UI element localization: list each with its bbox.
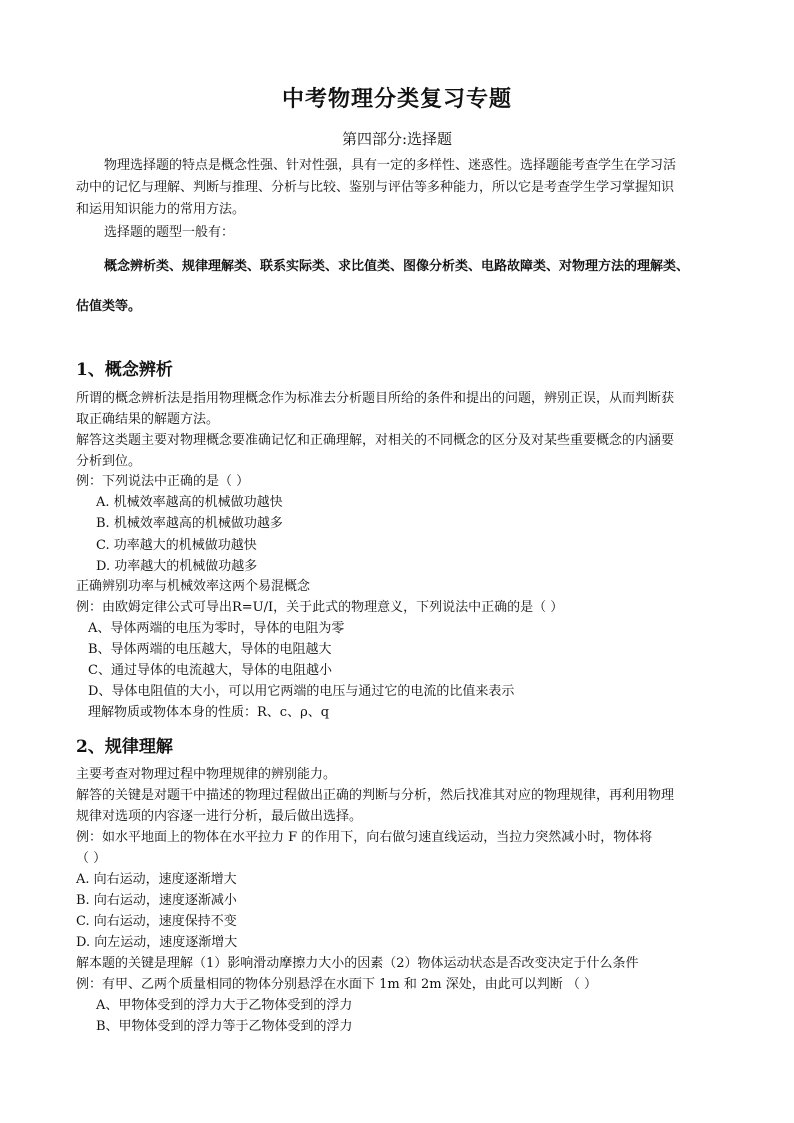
types-line-1: 概念辨析类、规律理解类、联系实际类、求比值类、图像分析类、电路故障类、对物理方法的理解类、 (104, 259, 690, 274)
section-1-desc-4: 分析到位。 (76, 454, 142, 469)
section-1-example-2-option-c: C、通过导体的电流越大，导体的电阻越小 (88, 663, 332, 678)
section-1-example-1-option-c: C. 功率越大的机械做功越快 (96, 538, 257, 553)
section-1-desc-3: 解答这类题主要对物理概念要准确记忆和正确理解，对相关的不同概念的区分及对某些重要概念的内涵要 (76, 433, 675, 448)
section-2-example-1-option-a: A. 向右运动，速度逐渐增大 (76, 872, 237, 887)
intro-line-2: 动中的记忆与理解、判断与推理、分析与比较、鉴别与评估等多种能力，所以它是考查学生学习掌握知识 (76, 180, 675, 195)
section-1-example-2-option-a: A、导体两端的电压为零时，导体的电阻为零 (88, 621, 345, 636)
section-1-example-1-option-d: D. 功率越大的机械做功越多 (96, 559, 258, 574)
document-subtitle: 第四部分:选择题 (341, 130, 453, 148)
section-1-desc-1: 所谓的概念辨析法是指用物理概念作为标准去分析题目所给的条件和提出的问题，辨别正误，从而判断获 (76, 391, 675, 406)
section-2-example-1-question-1: 例：如水平地面上的物体在水平拉力 F 的作用下，向右做匀速直线运动，当拉力突然减小时，物体将 (76, 830, 653, 845)
section-1-example-2-option-d: D、导体电阻值的大小，可以用它两端的电压与通过它的电流的比值来表示 (88, 684, 515, 699)
section-2-example-2-option-b: B、甲物体受到的浮力等于乙物体受到的浮力 (96, 1019, 353, 1034)
types-intro: 选择题的题型一般有： (104, 225, 235, 240)
section-1-example-1-question: 例：下列说法中正确的是（ ） (76, 474, 250, 489)
section-2-heading: 2、规律理解 (76, 737, 173, 757)
section-2-example-2-question: 例：有甲、乙两个质量相同的物体分别悬浮在水面下 1m 和 2m 深处，由此可以判断 （ ） (76, 977, 597, 992)
section-2-example-1-question-2: （ ） (76, 851, 107, 866)
section-2-example-1-option-d: D. 向左运动，速度逐渐增大 (76, 935, 238, 950)
section-1-example-1-note: 正确辨别功率与机械效率这两个易混概念 (76, 579, 311, 594)
section-2-example-1-option-c: C. 向右运动，速度保持不变 (76, 914, 237, 929)
section-2-desc-1: 主要考查对物理过程中物理规律的辨别能力。 (76, 767, 337, 782)
section-2-example-1-note: 解本题的关键是理解（1）影响滑动摩擦力大小的因素（2）物体运动状态是否改变决定于什么条件 (76, 956, 639, 971)
section-1-example-1-option-b: B. 机械效率越高的机械做功越多 (96, 516, 283, 531)
section-1-desc-2: 取正确结果的解题方法。 (76, 412, 220, 427)
section-1-example-2-option-b: B、导体两端的电压越大，导体的电阻越大 (88, 642, 332, 657)
section-1-example-1-option-a: A. 机械效率越高的机械做功越快 (96, 495, 283, 510)
section-2-desc-3: 规律对选项的内容逐一进行分析，最后做出选择。 (76, 809, 363, 824)
types-line-2: 估值类等。 (76, 299, 142, 314)
document-title: 中考物理分类复习专题 (281, 86, 512, 112)
intro-line-3: 和运用知识能力的常用方法。 (76, 202, 246, 217)
intro-line-1: 物理选择题的特点是概念性强、针对性强，具有一定的多样性、迷惑性。选择题能考查学生在学习活 (104, 158, 677, 173)
section-1-example-2-question: 例：由欧姆定律公式可导出R=U/I，关于此式的物理意义，下列说法中正确的是（ ） (76, 600, 564, 615)
section-1-heading: 1、概念辨析 (76, 360, 173, 380)
section-2-example-1-option-b: B. 向右运动，速度逐渐减小 (76, 893, 237, 908)
section-1-example-2-note: 理解物质或物体本身的性质：R、c、ρ、q (88, 705, 330, 720)
section-2-example-2-option-a: A、甲物体受到的浮力大于乙物体受到的浮力 (96, 998, 353, 1013)
section-2-desc-2: 解答的关键是对题干中描述的物理过程做出正确的判断与分析，然后找准其对应的物理规律，再利用物理 (76, 788, 675, 803)
